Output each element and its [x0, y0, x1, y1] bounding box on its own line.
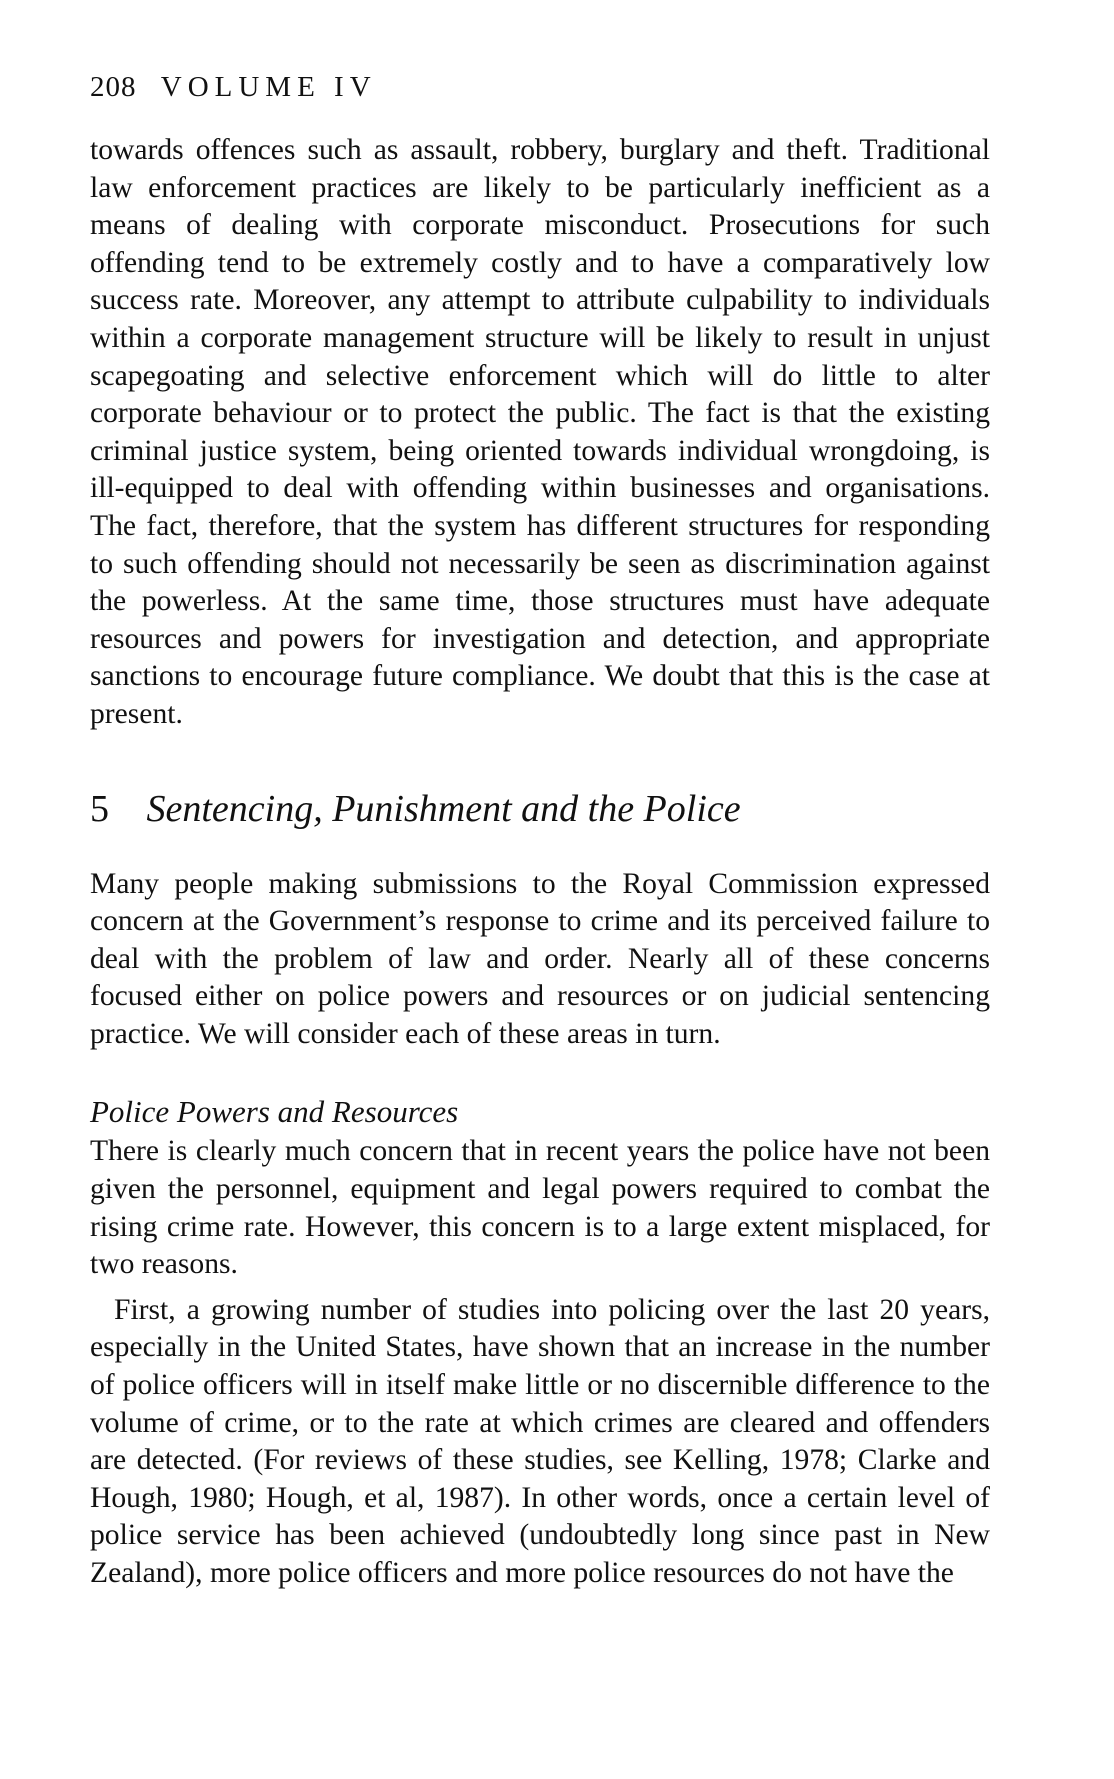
section-intro-paragraph: Many people making submissions to the Royal Commission expressed concern at the Government’s response to crime and its perceived failure to deal with the problem of law and order. Nearly all of these concerns focused either on police powers and resources or on judicial sentencing practice. We will consider each of these areas in turn. — [90, 867, 990, 1050]
running-head — [90, 70, 990, 104]
volume-label: VOLUME IV — [160, 71, 377, 103]
subsection-paragraph-studies: First, a growing number of studies into policing over the last 20 years, especially in the United States, have shown that an increase in the number of police officers will in itself make little or no discernible difference to the volume of crime, or to the rate at which crimes are cleared and offenders are detected. (For reviews of these studies, see Kelling, 1978; Clarke and Hough, 1980; Hough, et al, 1987). In other words, once a certain level of police service has been achieved (undoubtedly long since past in New Zealand), more police officers and more police resources do not have the — [90, 1293, 990, 1589]
page-number: 208 — [90, 71, 137, 103]
section-title: Sentencing, Punishment and the Police — [146, 787, 741, 830]
section-number: 5 — [90, 787, 109, 830]
body-paragraph-corporate-misconduct: towards offences such as assault, robbery, burglary and theft. Traditional law enforcement practices are likely to be particularly inefficient as a means of dealing with corporate misconduct. Prosecutions for such offending tend to be extremely costly and to have a comparatively low success rate. Moreover, any attempt to attribute culpability to individuals within a corporate management structure will be likely to result in unjust scapegoating and selective enforcement which will do little to alter corporate behaviour or to protect the public. The fact is that the existing criminal justice system, being oriented towards individual wrongdoing, is ill-equipped to deal with offending within businesses and organisations. The fact, therefore, that the system has different structures for responding to such offending should not necessarily be seen as discrimination against the powerless. At the same time, those structures must have adequate resources and powers for investigation and detection, and appropriate sanctions to encourage future compliance. We doubt that this is the case at present. — [90, 134, 990, 730]
section-heading — [90, 786, 990, 832]
document-page — [90, 70, 990, 1593]
subsection-heading: Police Powers and Resources — [90, 1094, 459, 1130]
subsection-paragraph-concern: There is clearly much concern that in recent years the police have not been given the personnel, equipment and legal powers required to combat the rising crime rate. However, this concern is to a large extent misplaced, for two reasons. — [90, 1135, 990, 1281]
